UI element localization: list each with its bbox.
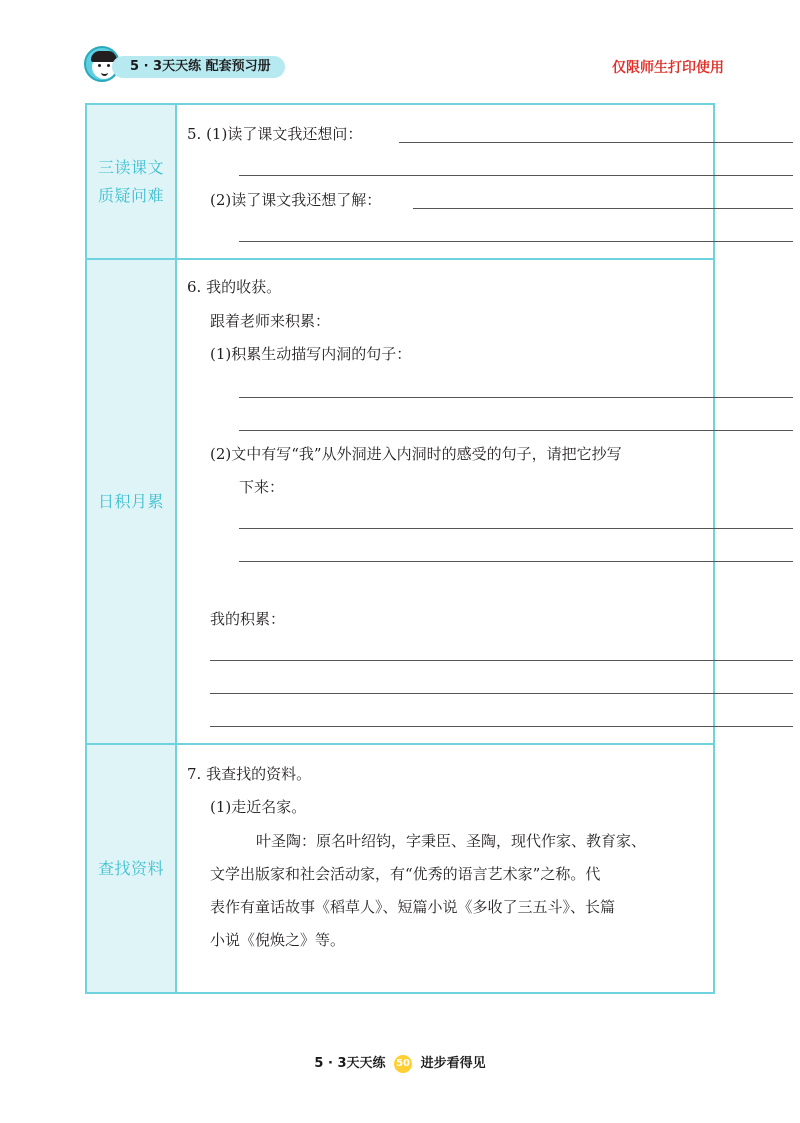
question-7-part-1: (1)走近名家。: [210, 798, 307, 816]
answer-line[interactable]: [210, 660, 793, 661]
question-5-part-1: 5. (1)读了课文我还想问：: [187, 125, 363, 143]
section-content: [177, 260, 713, 743]
section-label-line: 日积月累: [97, 491, 164, 511]
worksheet-table: [85, 103, 715, 994]
question-6-title: 6. 我的收获。: [187, 278, 282, 296]
answer-line[interactable]: [239, 528, 793, 529]
section-content: [177, 105, 713, 258]
answer-line[interactable]: [239, 397, 793, 398]
answer-line[interactable]: [210, 726, 793, 727]
answer-line[interactable]: [413, 208, 793, 209]
question-6-part-2-cont: 下来：: [239, 478, 285, 496]
section-label-line: 三读课文: [97, 157, 164, 177]
question-5-part-2: (2)读了课文我还想了解：: [210, 191, 382, 209]
section-content: [177, 745, 713, 992]
question-6-part-2: (2)文中有写“我”从外洞进入内洞时的感受的句子，请把它抄写: [210, 445, 622, 463]
author-bio-line: 文学出版家和社会活动家，有“优秀的语言艺术家”之称。代: [210, 865, 601, 883]
my-accumulation-label: 我的积累：: [210, 610, 286, 628]
page-header: [84, 44, 724, 88]
answer-line[interactable]: [239, 175, 793, 176]
section-research-row: [87, 745, 713, 992]
brand-label: 5 · 3天天练 配套预习册: [112, 56, 285, 78]
author-bio-line: 表作有童话故事《稻草人》、短篇小说《多收了三五斗》、长篇: [210, 898, 616, 916]
instruction-text: 跟着老师来积累：: [210, 312, 331, 330]
section-label-line: 查找资料: [97, 858, 164, 878]
section-label: [87, 260, 177, 743]
section-accumulation-row: [87, 260, 713, 745]
page-footer: [0, 1052, 800, 1073]
section-label: [87, 105, 177, 258]
page-number: 50: [394, 1055, 412, 1073]
question-6-part-1: (1)积累生动描写内洞的句子：: [210, 345, 412, 363]
answer-line[interactable]: [239, 430, 793, 431]
answer-line[interactable]: [399, 142, 793, 143]
section-label-line: 质疑问难: [97, 185, 164, 205]
print-restriction-note: 仅限师生打印使用: [612, 60, 724, 76]
footer-slogan: 进步看得见: [420, 1056, 486, 1071]
footer-brand: 5 · 3天天练: [314, 1056, 386, 1071]
author-bio-line: 小说《倪焕之》等。: [210, 931, 346, 949]
section-question-row: [87, 105, 713, 260]
answer-line[interactable]: [210, 693, 793, 694]
question-7-title: 7. 我查找的资料。: [187, 765, 312, 783]
section-label: [87, 745, 177, 992]
author-bio-line: 叶圣陶：原名叶绍钧，字秉臣、圣陶，现代作家、教育家、: [256, 832, 647, 850]
answer-line[interactable]: [239, 241, 793, 242]
answer-line[interactable]: [239, 561, 793, 562]
